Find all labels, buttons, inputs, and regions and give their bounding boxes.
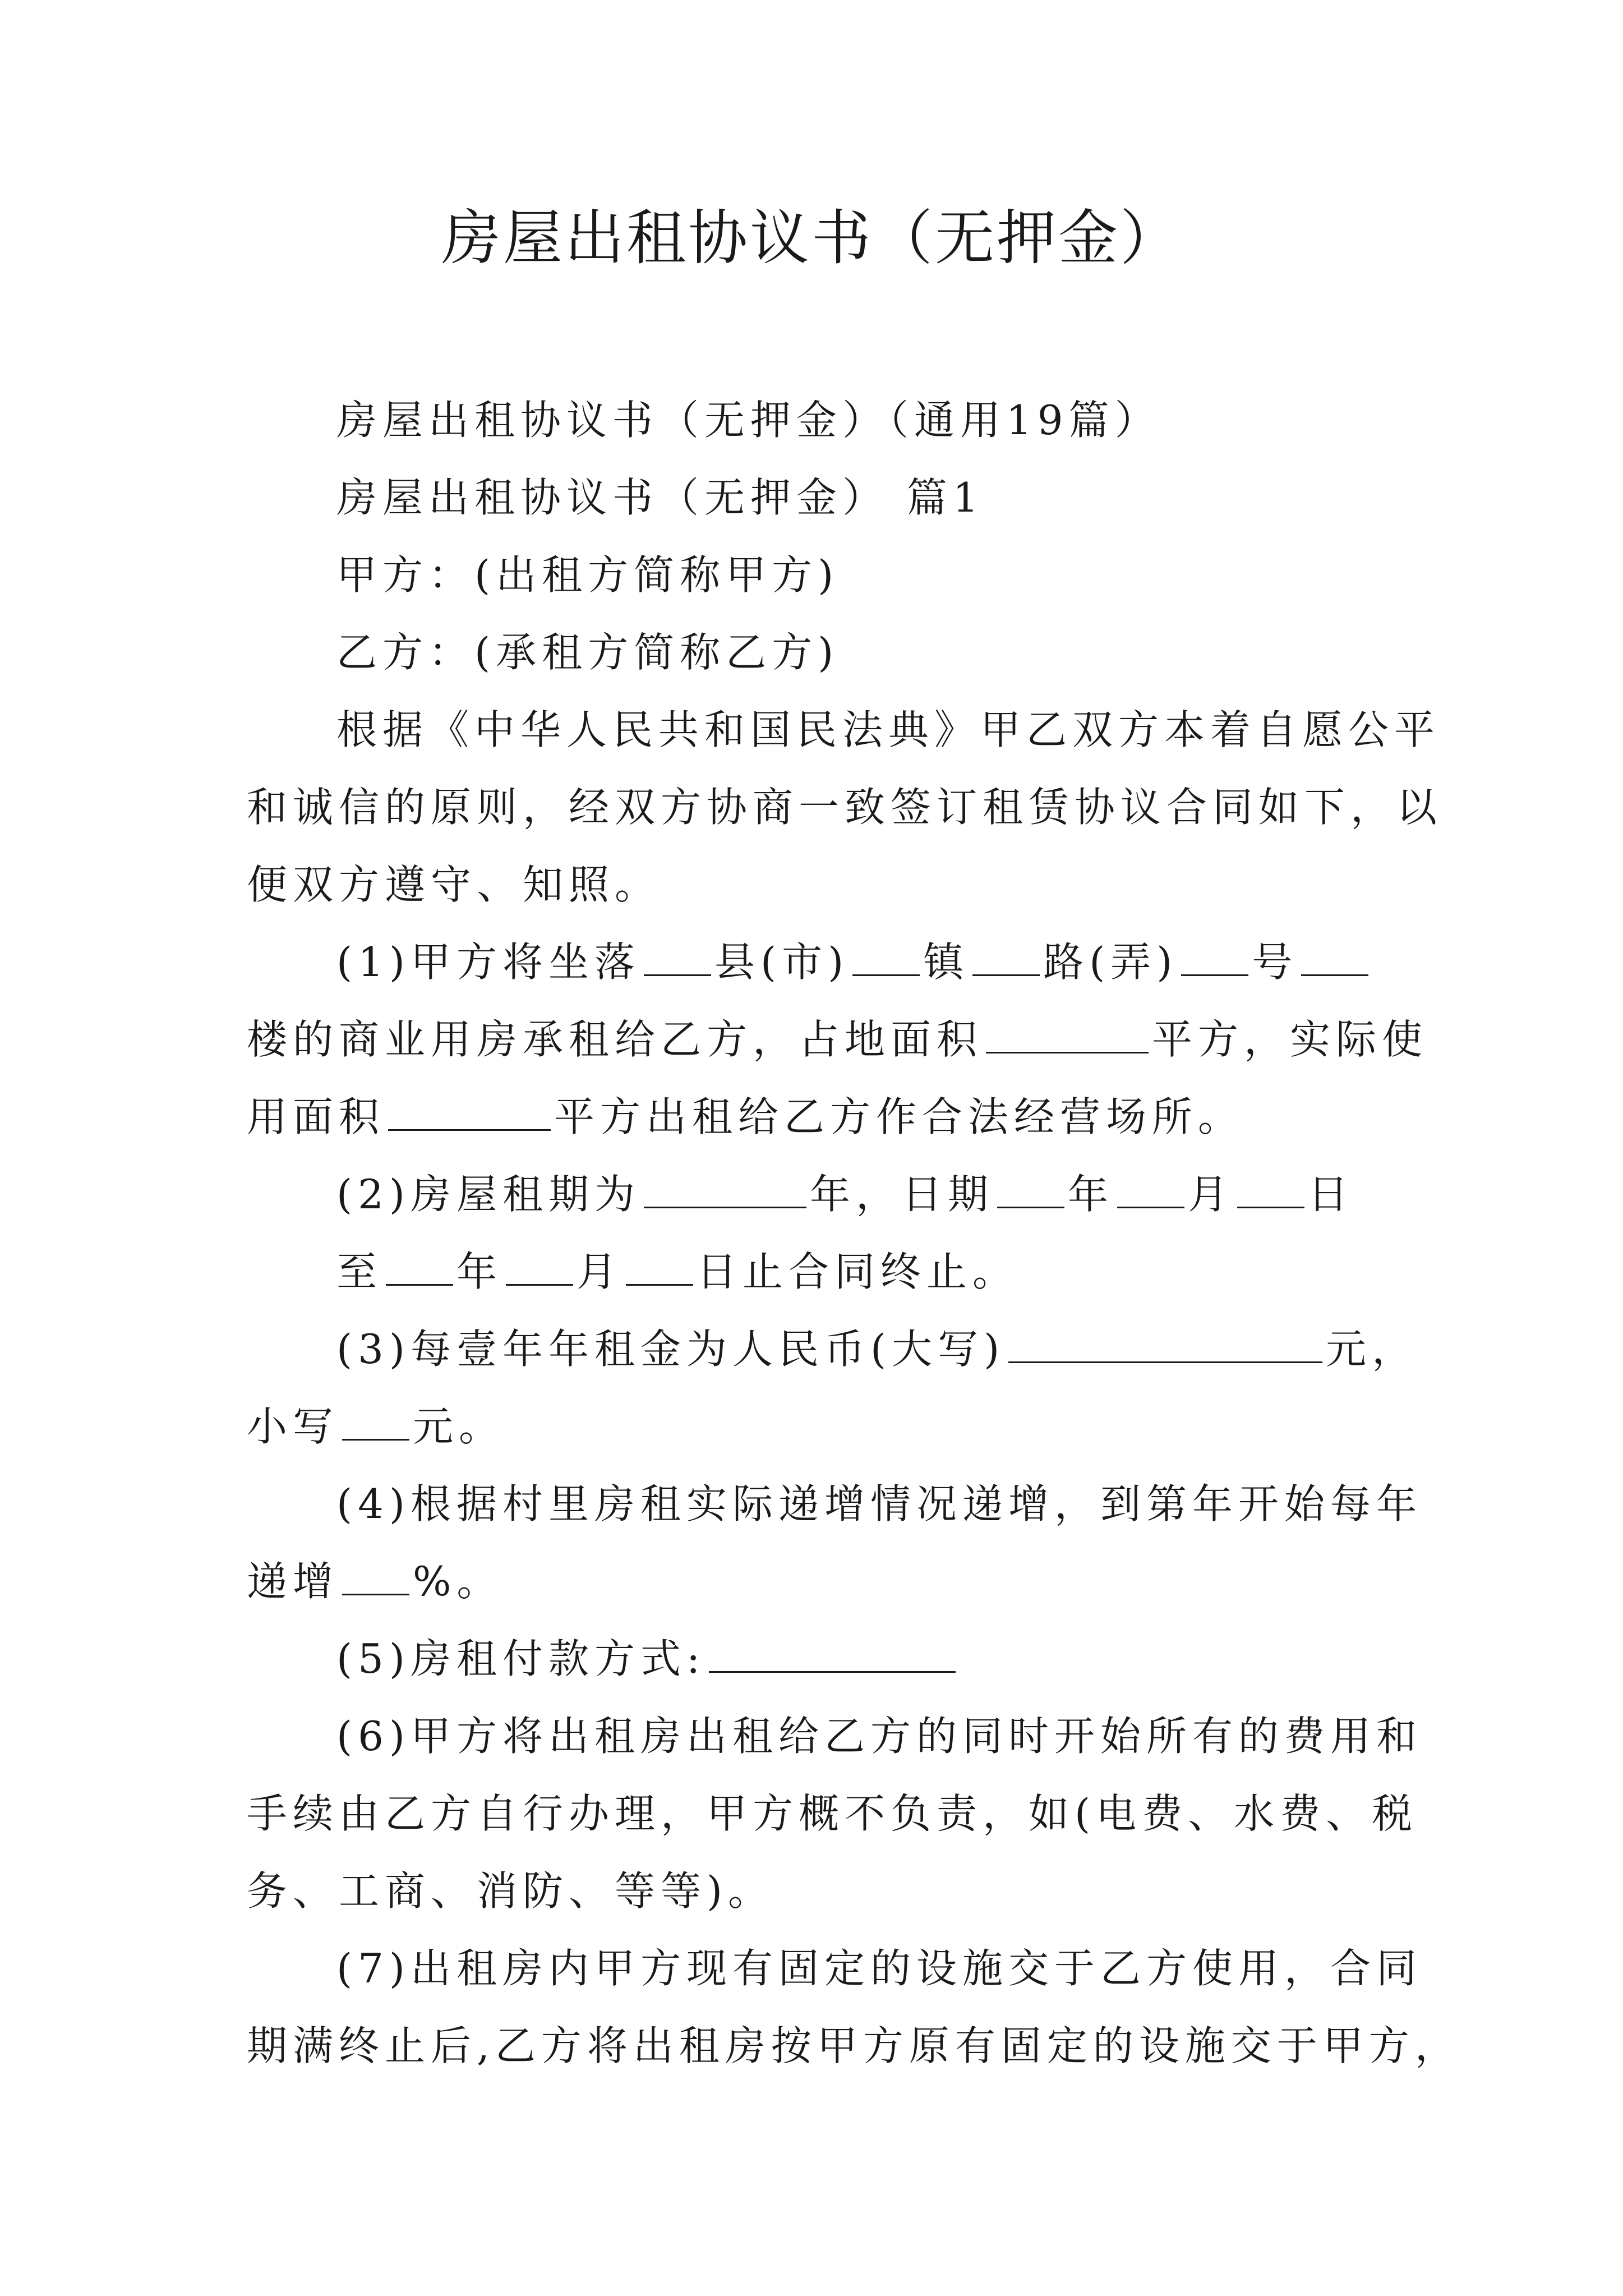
clause-6-line-2: 手续由乙方自行办理，甲方概不负责，如(电费、水费、税: [247, 1790, 1418, 1837]
clause-2-line-2: [336, 1233, 1475, 1310]
document-subtitle: 房屋出租协议书（无押金）（通用19篇）: [336, 397, 1161, 444]
clause-3-line-2: [247, 1388, 1385, 1465]
fill-blank: [644, 937, 711, 976]
clause-text: 年: [457, 1248, 503, 1295]
fill-blank: [1301, 937, 1368, 976]
fill-blank: [986, 1015, 1149, 1053]
clause-text: 镇: [923, 938, 970, 986]
clause-text: 月: [1188, 1171, 1234, 1218]
fill-blank: [386, 1247, 453, 1286]
clause-text: 路(弄): [1043, 938, 1178, 986]
clause-1-line-3: [247, 1078, 1385, 1156]
intro-line-2: 和诚信的原则，经双方协商一致签订租赁协议合同如下，以: [247, 784, 1443, 831]
clause-text: 月: [577, 1248, 623, 1295]
clause-text: (5)房租付款方式:: [336, 1635, 706, 1682]
party-a-line: 甲方：(出租方简称甲方): [336, 551, 840, 599]
clause-7-line-1: (7)出租房内甲方现有固定的设施交于乙方使用，合同: [336, 1945, 1422, 1992]
clause-text: 用面积: [247, 1093, 385, 1140]
clause-1-line-2: [247, 1001, 1428, 1078]
fill-blank: [626, 1247, 693, 1286]
clause-text: 递增: [247, 1558, 339, 1605]
clause-text: 年: [1068, 1171, 1114, 1218]
clause-6-line-3: 务、工商、消防、等等)。: [247, 1867, 774, 1915]
clause-text: 元。: [413, 1403, 505, 1450]
fill-blank: [1181, 937, 1248, 976]
intro-line-1: 根据《中华人民共和国民法典》甲乙双方本着自愿公平: [336, 706, 1441, 753]
clause-text: 号: [1252, 938, 1298, 986]
clause-text: 平方出租给乙方作合法经营场所。: [554, 1093, 1244, 1140]
fill-blank: [342, 1557, 409, 1595]
fill-blank: [644, 1170, 806, 1208]
clause-text: 年，日期: [810, 1171, 994, 1218]
clause-2-line-1: [336, 1156, 1475, 1233]
intro-line-3: 便双方遵守、知照。: [247, 861, 661, 908]
clause-text: 至: [336, 1248, 383, 1295]
fill-blank: [342, 1402, 409, 1441]
clause-text: 小写: [247, 1403, 339, 1450]
fill-blank: [388, 1092, 551, 1131]
clause-1-line-1: [336, 923, 1475, 1001]
clause-4-line-2: [247, 1543, 1385, 1620]
party-b-line: 乙方：(承租方简称乙方): [336, 629, 840, 676]
fill-blank: [1117, 1170, 1184, 1208]
document-title: 房屋出租协议书（无押金）: [441, 204, 1182, 273]
clause-4-line-1: (4)根据村里房租实际递增情况递增，到第年开始每年: [336, 1480, 1422, 1527]
clause-text: %。: [413, 1558, 503, 1605]
fill-blank: [1008, 1324, 1322, 1363]
chapter-heading: 房屋出租协议书（无押金） 篇1: [336, 474, 984, 521]
clause-6-line-1: (6)甲方将出租房出租给乙方的同时开始所有的费用和: [336, 1713, 1422, 1760]
clause-text: 平方，实际使: [1152, 1016, 1428, 1063]
clause-text: 日止合同终止。: [697, 1248, 1019, 1295]
clause-text: (1)甲方将坐落: [336, 938, 640, 986]
fill-blank: [1237, 1170, 1304, 1208]
clause-7-line-2: 期满终止后,乙方将出租房按甲方原有固定的设施交于甲方，: [247, 2022, 1461, 2069]
fill-blank: [972, 937, 1040, 976]
clause-text: 日: [1308, 1171, 1354, 1218]
clause-3-line-1: [336, 1310, 1475, 1388]
fill-blank: [997, 1170, 1064, 1208]
fill-blank: [852, 937, 920, 976]
clause-text: 楼的商业用房承租给乙方，占地面积: [247, 1016, 983, 1063]
clause-text: (2)房屋租期为: [336, 1171, 640, 1218]
clause-text: 县(市): [714, 938, 850, 986]
clause-5-line: [336, 1620, 1475, 1697]
fill-blank: [709, 1634, 956, 1673]
fill-blank: [506, 1247, 573, 1286]
clause-text: (3)每壹年年租金为人民币(大写): [336, 1326, 1006, 1373]
clause-text: 元，: [1326, 1326, 1418, 1373]
